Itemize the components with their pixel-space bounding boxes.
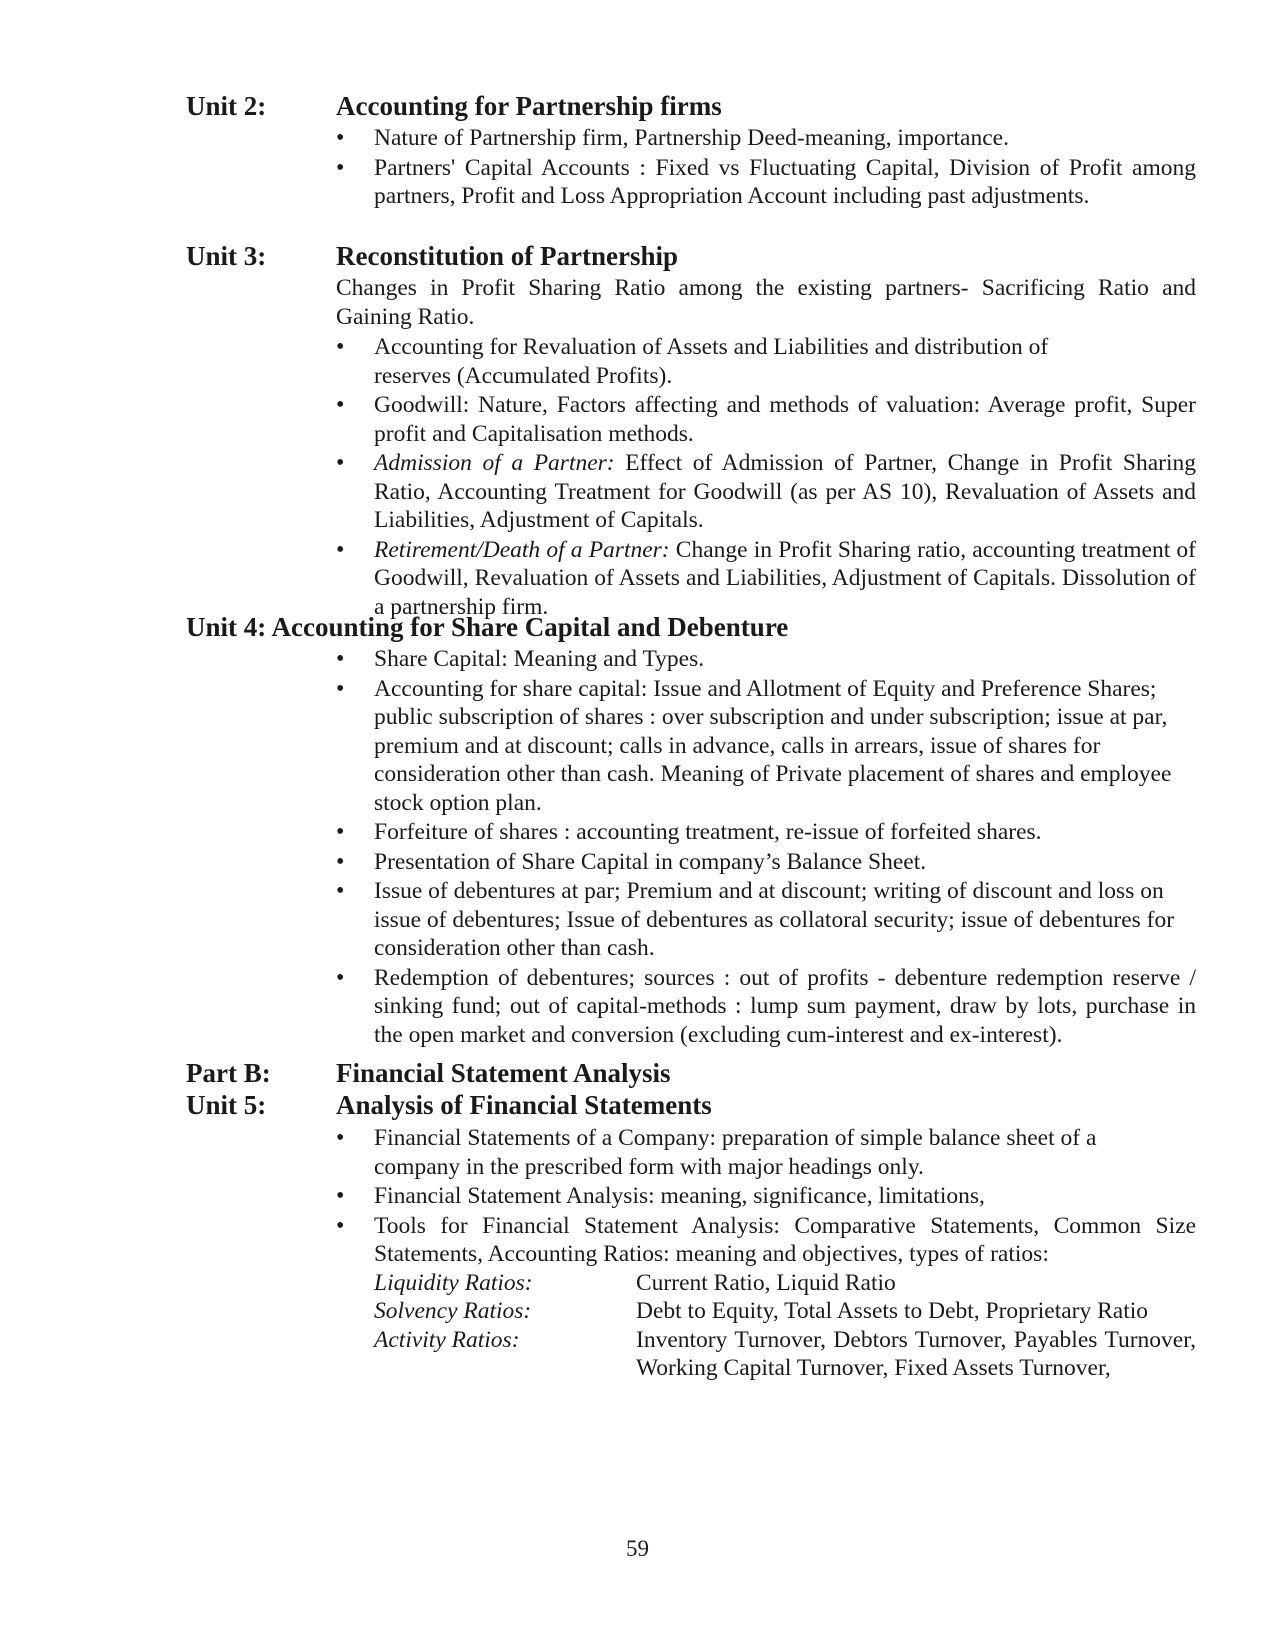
unit-3-title: Reconstitution of Partnership (336, 241, 678, 271)
list-item: • Partners' Capital Accounts : Fixed vs Fluctuating Capital, Division of Profit among partners, Profit and Loss Appropriation Account including past adjustments. (336, 154, 1196, 211)
list-item: • Goodwill: Nature, Factors affecting and methods of valuation: Average profit, Super profit and Capitalisation methods. (336, 391, 1196, 448)
list-item-text: Accounting for Revaluation of Assets and Liabilities and distribution of reserves (Accumulated Profits). (374, 334, 1049, 389)
unit-2-label: Unit 2: (186, 91, 267, 121)
ratio-row-activity (374, 1326, 1196, 1383)
list-item: • Financial Statement Analysis: meaning, significance, limitations, (336, 1182, 1196, 1211)
ratio-value: Current Ratio, Liquid Ratio (636, 1269, 896, 1296)
list-item: • Accounting for share capital: Issue and Allotment of Equity and Preference Shares; public subscription of shares : over subscription and under subscription; issue at par, premium and at discount; calls in advance, calls in arrears, issue of shares for consideration other than cash. Meaning of Private placement of shares and employee stock option plan. (336, 675, 1196, 818)
part-b-heading (186, 1057, 671, 1089)
list-item: • Issue of debentures at par; Premium and at discount; writing of discount and loss on issue of debentures; Issue of debentures as collatoral security; issue of debentures for consideration other than cash. (336, 877, 1196, 963)
unit-2-list (336, 124, 1196, 212)
list-item-lead: Retirement/Death of a Partner: (374, 536, 670, 563)
ratio-value: Debt to Equity, Total Assets to Debt, Proprietary Ratio (636, 1298, 1149, 1324)
page-number: 59 (626, 1536, 649, 1561)
list-item-text: Change in Profit Sharing ratio, accounting treatment of Goodwill, Revaluation of Assets and Liabilities, Adjustment of Capitals. Dissolution of a partnership firm. (374, 536, 1196, 620)
list-item (336, 1212, 1196, 1383)
list-item: • Nature of Partnership firm, Partnership Deed-meaning, importance. (336, 124, 1196, 153)
list-item: • Presentation of Share Capital in company’s Balance Sheet. (336, 848, 1196, 877)
ratio-value: Inventory Turnover, Debtors Turnover, Payables Turnover, Working Capital Turnover, Fixed Assets Turnover, (636, 1326, 1196, 1381)
unit-3-intro: Changes in Profit Sharing Ratio among the existing partners- Sacrificing Ratio and Gaining Ratio. (336, 275, 1196, 330)
ratio-name: Liquidity Ratios: (374, 1269, 533, 1296)
list-item (336, 333, 1196, 390)
list-item: • Redemption of debentures; sources : out of profits - debenture redemption reserve / sinking fund; out of capital-methods : lump sum payment, draw by lots, purchase in the open market and conversion (excluding cum-interest and ex-interest). (336, 964, 1196, 1050)
ratio-row-solvency (374, 1297, 1196, 1326)
list-item: • Share Capital: Meaning and Types. (336, 645, 1196, 674)
unit-2-title: Accounting for Partnership firms (336, 91, 722, 121)
unit-4-list (336, 645, 1196, 1050)
part-b-title: Financial Statement Analysis (336, 1058, 671, 1088)
list-item: • Forfeiture of shares : accounting treatment, re-issue of forfeited shares. (336, 818, 1196, 847)
unit-5-list (336, 1124, 1196, 1384)
ratio-name: Solvency Ratios: (374, 1298, 532, 1324)
list-item (336, 536, 1196, 622)
ratio-name: Activity Ratios: (374, 1326, 520, 1353)
part-b-label: Part B: (186, 1058, 271, 1088)
list-item (336, 449, 1196, 535)
list-item-lead: Admission of a Partner: (374, 450, 615, 476)
unit-3-list (336, 333, 1196, 622)
unit-3-heading (186, 240, 678, 272)
ratio-row-liquidity (374, 1269, 1196, 1298)
unit-5-title: Analysis of Financial Statements (336, 1090, 712, 1120)
list-item-text: Effect of Admission of Partner, Change in Profit Sharing Ratio, Accounting Treatment for Goodwill (as per AS 10), Revaluation of Assets and Liabilities, Adjustment of Capitals. (374, 450, 1196, 533)
unit-3-label: Unit 3: (186, 241, 267, 271)
unit-2-heading (186, 90, 722, 122)
unit-5-heading (186, 1089, 712, 1121)
unit-5-label: Unit 5: (186, 1090, 267, 1120)
list-item: • Financial Statements of a Company: preparation of simple balance sheet of a company in the prescribed form with major headings only. (336, 1124, 1196, 1181)
list-item-text: • Tools for Financial Statement Analysis: Comparative Statements, Common Size Statements, Accounting Ratios: meaning and objectives, types of ratios: (374, 1212, 1196, 1267)
unit-4-heading: Unit 4: Accounting for Share Capital and Debenture (186, 612, 789, 642)
